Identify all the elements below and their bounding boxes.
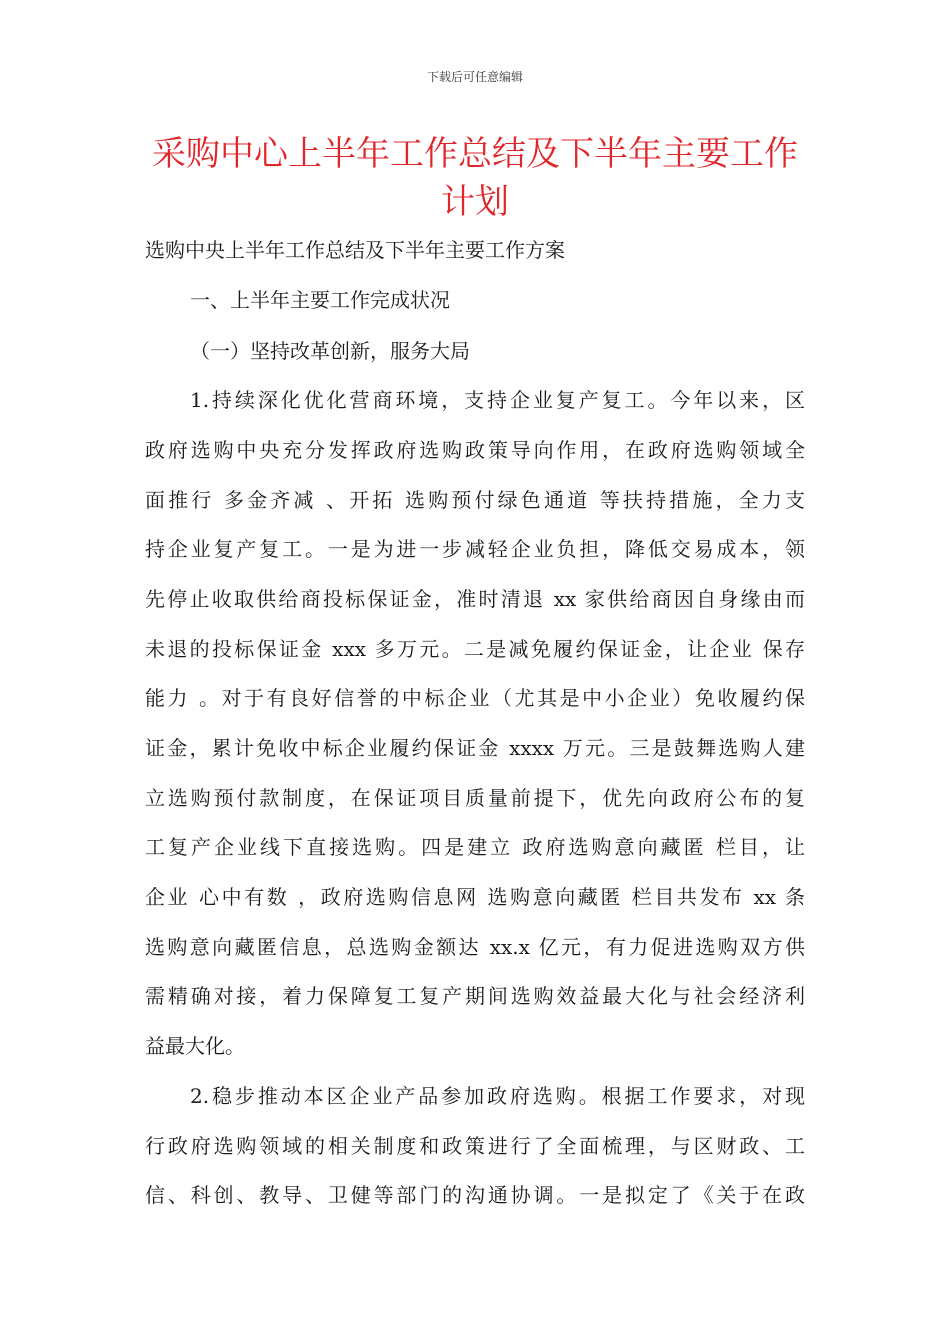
paragraph-line: 工复产企业线下直接选购。四是建立 政府选购意向藏匿 栏目，让 [145,835,805,859]
paragraph-line: 持企业复产复工。一是为进一步减轻企业负担，降低交易成本，领 [145,537,805,561]
paragraph-line: 选购意向藏匿信息，总选购金额达 xx.x 亿元，有力促进选购双方供 [145,935,805,959]
subtitle: 选购中央上半年工作总结及下半年主要工作方案 [145,238,565,262]
paragraph-line: 能力 。对于有良好信誉的中标企业（尤其是中小企业）免收履约保 [145,686,805,710]
document-title: 采购中心上半年工作总结及下半年主要工作计划 [152,134,798,222]
header-note: 下载后可任意编辑 [426,70,523,84]
paragraph-line: 未退的投标保证金 xxx 多万元。二是减免履约保证金，让企业 保存 [145,637,805,661]
paragraph-line: 面推行 多金齐减 、开拓 选购预付绿色通道 等扶持措施，全力支 [145,488,805,512]
paragraph-line: 2.稳步推动本区企业产品参加政府选购。根据工作要求，对现 [190,1084,805,1108]
paragraph-line: 政府选购中央充分发挥政府选购政策导向作用，在政府选购领域全 [145,438,805,462]
paragraph-line: 证金，累计免收中标企业履约保证金 xxxx 万元。三是鼓舞选购人建 [145,736,805,760]
section-heading: 一、上半年主要工作完成状况 [190,288,450,312]
paragraph-line: 需精确对接，着力保障复工复产期间选购效益最大化与社会经济利 [145,984,805,1008]
paragraph-line: 立选购预付款制度，在保证项目质量前提下，优先向政府公布的复 [145,786,805,810]
subsection-heading: （一）坚持改革创新，服务大局 [190,339,470,363]
paragraph-line: 信、科创、教导、卫健等部门的沟通协调。一是拟定了《关于在政 [145,1183,805,1207]
paragraph-line: 企业 心中有数 ，政府选购信息网 选购意向藏匿 栏目共发布 xx 条 [145,885,805,909]
paragraph-line: 1.持续深化优化营商环境，支持企业复产复工。今年以来，区 [190,388,805,412]
paragraph-line: 益最大化。 [145,1034,245,1058]
paragraph-line: 先停止收取供给商投标保证金，准时清退 xx 家供给商因自身缘由而 [145,587,805,611]
paragraph-line: 行政府选购领域的相关制度和政策进行了全面梳理，与区财政、工 [145,1134,805,1158]
